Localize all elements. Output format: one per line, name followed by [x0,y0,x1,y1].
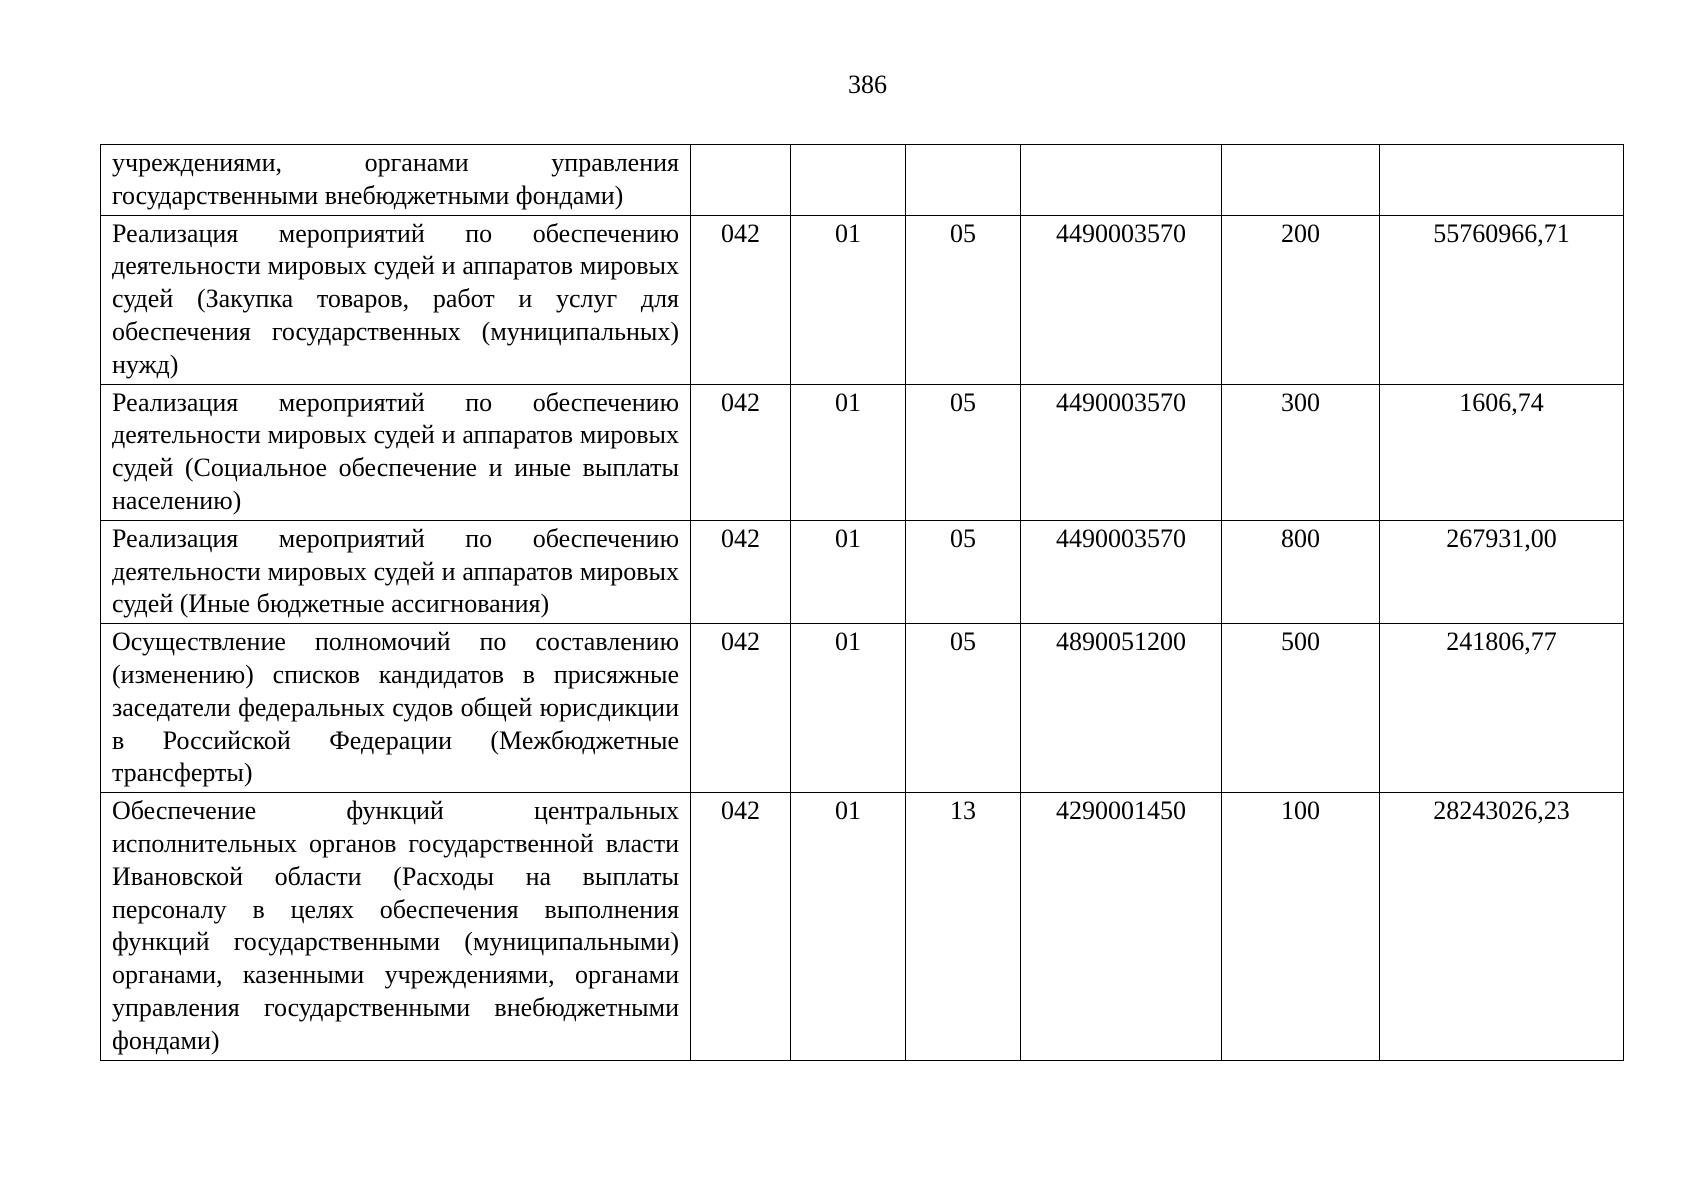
row-section-code: 01 [791,384,906,520]
row-grbs-code: 042 [691,624,791,793]
row-amount: 267931,00 [1380,520,1624,623]
row-amount: 55760966,71 [1380,215,1624,384]
row-description: Реализация мероприятий по обеспечению деятельности мировых судей и аппаратов мировых судей (Иные бюджетные ассигнования) [101,520,691,623]
row-grbs-code: 042 [691,520,791,623]
row-section-code: 01 [791,793,906,1060]
table-row [101,624,1624,793]
row-section-code: 01 [791,215,906,384]
table-row [101,145,1624,216]
table-row [101,215,1624,384]
row-grbs-code [691,145,791,216]
row-target-article-code: 4490003570 [1021,215,1222,384]
row-subsection-code [906,145,1021,216]
row-target-article-code: 4490003570 [1021,520,1222,623]
row-grbs-code: 042 [691,384,791,520]
row-target-article-code: 4890051200 [1021,624,1222,793]
table-row [101,520,1624,623]
row-subsection-code: 05 [906,215,1021,384]
row-amount: 28243026,23 [1380,793,1624,1060]
page-number: 386 [848,70,887,99]
table-row [101,793,1624,1060]
row-section-code: 01 [791,520,906,623]
row-description: учреждениями, органами управления государственными внебюджетными фондами) [101,145,691,216]
row-expense-type-code: 200 [1222,215,1380,384]
row-description: Реализация мероприятий по обеспечению деятельности мировых судей и аппаратов мировых судей (Социальное обеспечение и иные выплаты населению) [101,384,691,520]
row-grbs-code: 042 [691,793,791,1060]
table-row [101,384,1624,520]
row-subsection-code: 05 [906,520,1021,623]
row-amount: 241806,77 [1380,624,1624,793]
row-expense-type-code [1222,145,1380,216]
row-amount [1380,145,1624,216]
row-target-article-code: 4290001450 [1021,793,1222,1060]
row-subsection-code: 05 [906,624,1021,793]
row-description: Реализация мероприятий по обеспечению деятельности мировых судей и аппаратов мировых судей (Закупка товаров, работ и услуг для обеспечения государственных (муниципальных) нужд) [101,215,691,384]
row-expense-type-code: 100 [1222,793,1380,1060]
row-target-article-code [1021,145,1222,216]
row-section-code [791,145,906,216]
row-expense-type-code: 300 [1222,384,1380,520]
row-subsection-code: 13 [906,793,1021,1060]
row-description: Обеспечение функций центральных исполнительных органов государственной власти Ивановской области (Расходы на выплаты персоналу в целях обеспечения выполнения функций государственными (муниципальными) органами, казенными учреждениями, органами управления государственными внебюджетными фондами) [101,793,691,1060]
row-expense-type-code: 500 [1222,624,1380,793]
row-grbs-code: 042 [691,215,791,384]
row-target-article-code: 4490003570 [1021,384,1222,520]
row-amount: 1606,74 [1380,384,1624,520]
row-section-code: 01 [791,624,906,793]
row-subsection-code: 05 [906,384,1021,520]
row-expense-type-code: 800 [1222,520,1380,623]
budget-table [100,144,1624,1061]
row-description: Осуществление полномочий по составлению (изменению) списков кандидатов в присяжные заседатели федеральных судов общей юрисдикции в Российской Федерации (Межбюджетные трансферты) [101,624,691,793]
